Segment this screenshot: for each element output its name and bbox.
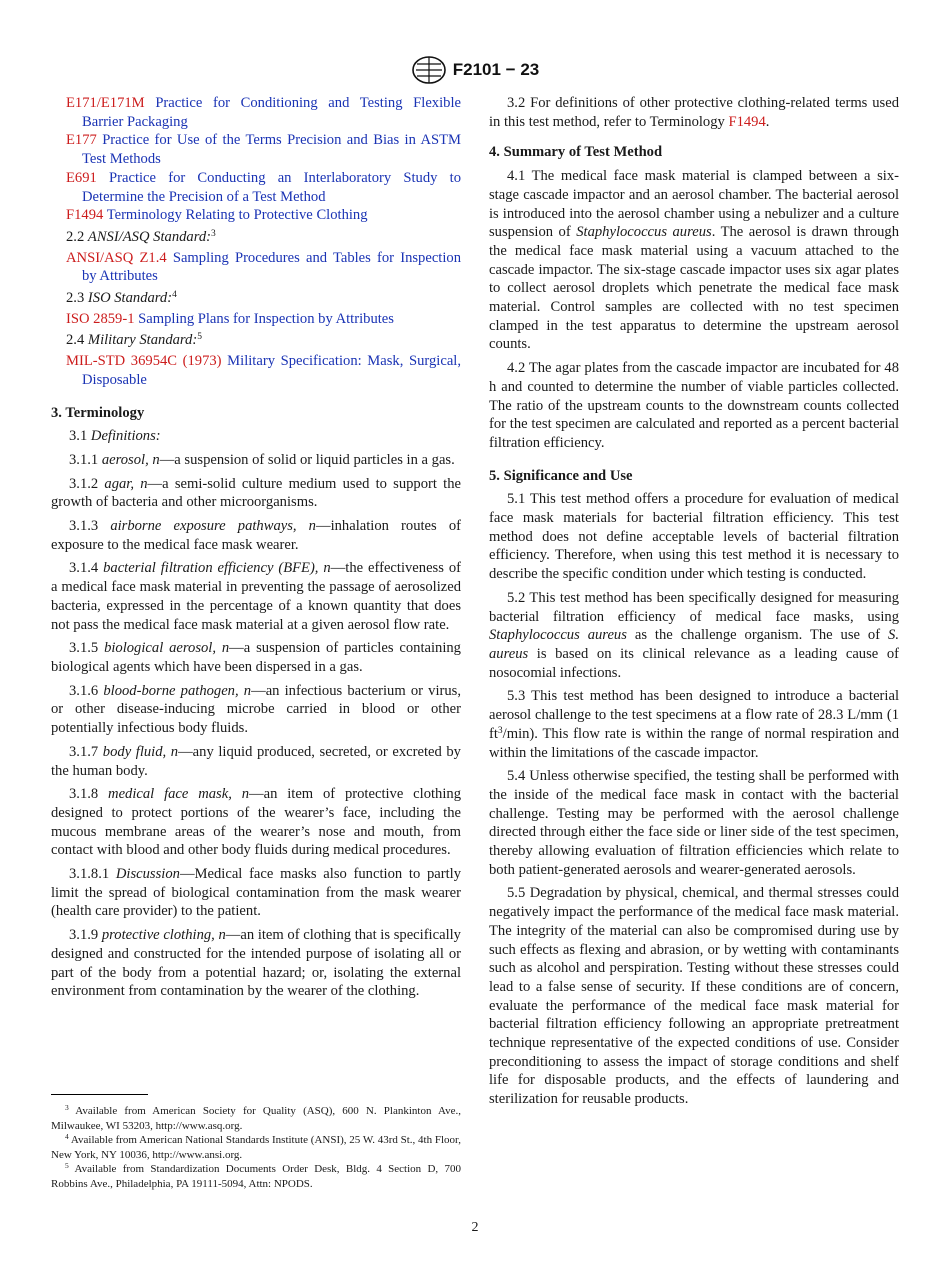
- left-column: [51, 94, 461, 1006]
- paragraph-5-5: 5.5 Degradation by physical, chemical, and thermal stresses could negatively impact the performance of the medical face mask material. The integrity of the material can also be compromised during use by such effects as flexing and abrasion, or by wetting with contaminants such as alcohol and perspiration. Testing without these stresses could lead to a false sense of security. If these conditions are of concern, evaluate the performance of the medical face mask material for bacterial filtration efficiency following an appropriate pretreatment technique representative of the expected conditions of use. Consider preconditioning to assess the impact of storage conditions and shelf life for disposable products, and the effects of laundering and sterilization for reusable products.: [489, 885, 899, 1108]
- paragraph-3-2: 3.2 For definitions of other protective clothing-related terms used in this test method, refer to Terminology F1494.: [489, 95, 899, 130]
- footnote: $^4$ Available from American National Standards Institute (ANSI), 25 W. 43rd St., 4th Floor, New York, NY 10036, http://www.ansi.org.: [51, 1132, 462, 1161]
- definitions-label: 3.1 Definitions:: [69, 428, 161, 445]
- footnote-divider: [51, 1094, 148, 1095]
- reference-item: [51, 310, 461, 329]
- ansi-standard-label: 2.2 ANSI/ASQ Standard:$^3$: [66, 228, 216, 245]
- reference-list: [51, 94, 461, 225]
- reference-code[interactable]: F1494: [66, 207, 104, 224]
- reference-item: [51, 249, 461, 286]
- paragraph-4-2: 4.2 The agar plates from the cascade impactor are incubated for 48 h and counted to determine the number of viable particles collected. The ratio of the upstream counts to the downstream counts collected for the test specimen are calculated and reported as a percent bacterial filtration efficiency.: [489, 360, 899, 451]
- astm-logo-icon: [411, 55, 447, 85]
- paragraph-5-3: 5.3 This test method has been designed to introduce a bacterial aerosol challenge to the test specimens at a flow rate of 28.3 L/mm (1 $ft^3/\min$). This flow rate is within the range of normal respiration and within the limitations of the cascade impactor.: [489, 688, 899, 761]
- reference-code[interactable]: MIL-STD 36954C (1973): [66, 353, 222, 370]
- paragraph-5-1: 5.1 This test method offers a procedure for evaluation of medical face mask materials for bacterial filtration efficiency. This test method does not define acceptable levels of bacterial filtration efficiency. Therefore, when using this test method it is necessary to describe the specific condition under which testing is conducted.: [489, 491, 899, 583]
- reference-item: [51, 169, 461, 206]
- document-designation: F2101 − 23: [452, 60, 540, 79]
- definition-item: 3.1.9 protective clothing, n—an item of clothing that is specifically designed and constructed for the intended purpose of isolating all or part of the body from a potential hazard; or, isolating the external environment from contamination by the wearer of the clothing.: [51, 927, 461, 1000]
- military-standard-label: 2.4 Military Standard:$^5$: [66, 332, 202, 349]
- right-column: [489, 94, 899, 1114]
- page-number: 2: [471, 1220, 479, 1235]
- reference-code[interactable]: ISO 2859-1: [66, 310, 135, 327]
- reference-code[interactable]: E171/E171M: [66, 95, 145, 111]
- section-heading-terminology: 3. Terminology: [51, 404, 145, 421]
- reference-code[interactable]: ANSI/ASQ Z1.4: [66, 249, 167, 266]
- page-header: [0, 55, 950, 85]
- iso-standard-label: 2.3 ISO Standard:$^4$: [66, 290, 177, 307]
- section-heading-significance: 5. Significance and Use: [489, 467, 633, 484]
- reference-code[interactable]: E177: [66, 132, 97, 149]
- paragraph-5-4: 5.4 Unless otherwise specified, the testing shall be performed with the inside of the medical face mask in contact with the bacterial challenge. Testing may be performed with the aerosol challenge directed through either the face side or liner side of the test specimen, thereby allowing evaluation of filtration efficiencies which relate to both patient-generated aerosols and wearer-generated aerosols.: [489, 768, 899, 878]
- definition-item: 3.1.4 bacterial filtration efficiency (BFE), n—the effectiveness of a medical face mask material in preventing the passage of aerosolized bacteria, expressed in the percentage of a known quantity that does not pass the medical face mask material at a given aerosol flow rate.: [51, 560, 461, 633]
- reference-title[interactable]: Military Specification: Mask, Surgical, Disposable: [82, 353, 461, 388]
- reference-item: [51, 94, 461, 131]
- reference-title[interactable]: Practice for Conditioning and Testing Flexible Barrier Packaging: [82, 95, 461, 130]
- reference-title[interactable]: Practice for Conducting an Interlaboratory Study to Determine the Precision of a Test Method: [82, 169, 461, 205]
- definition-item: 3.1.3 airborne exposure pathways, n—inhalation routes of exposure to the medical face mask wearer.: [51, 518, 461, 553]
- definition-item: 3.1.5 biological aerosol, n—a suspension of particles containing biological agents which have been dispersed in a gas.: [51, 640, 461, 675]
- reference-item: [51, 352, 461, 389]
- paragraph-5-2: 5.2 This test method has been specifically designed for measuring bacterial filtration efficiency of medical face masks, using Staphylococcus aureus as the challenge organism. The use of S. aureus is based on its clinical relevance as a leading cause of nosocomial infections.: [489, 589, 899, 681]
- definition-item: 3.1.8 medical face mask, n—an item of protective clothing designed to protect portions of the wearer’s face, including the mucous membrane areas of the wearer’s nose and mouth, from contact with blood and other body fluids during medical procedures.: [51, 786, 461, 859]
- footnote-marker[interactable]: 3: [211, 228, 216, 239]
- definition-item: 3.1.2 agar, n—a semi-solid culture medium used to support the growth of bacteria and other microorganisms.: [51, 475, 461, 511]
- footnote-marker[interactable]: 5: [197, 332, 202, 343]
- footnote: $^5$ Available from Standardization Documents Order Desk, Bldg. 4 Section D, 700 Robbins Ave., Philadelphia, PA 19111-5094, Attn: NPODS.: [51, 1161, 461, 1190]
- definition-item: 3.1.6 blood-borne pathogen, n—an infectious bacterium or virus, or other disease-inducing microbe carried in blood or other potentially infectious body fluids.: [51, 682, 461, 737]
- reference-title[interactable]: Sampling Procedures and Tables for Inspection by Attributes: [82, 249, 461, 285]
- reference-title[interactable]: Sampling Plans for Inspection by Attributes: [138, 310, 394, 327]
- reference-code[interactable]: E691: [66, 169, 97, 186]
- footnote: $^3$ Available from American Society for Quality (ASQ), 600 N. Plankinton Ave., Milwaukee, WI 53203, http://www.asq.org.: [51, 1103, 461, 1132]
- reference-item: [51, 131, 461, 168]
- reference-link[interactable]: F1494: [728, 113, 766, 130]
- definition-item: 3.1.7 body fluid, n—any liquid produced, secreted, or excreted by the human body.: [51, 743, 461, 779]
- definition-discussion: 3.1.8.1 Discussion—Medical face masks also function to partly limit the spread of biological contamination from the mask wearer (health care provider) to the patient.: [51, 866, 462, 920]
- paragraph-4-1: 4.1 The medical face mask material is clamped between a six-stage cascade impactor and an aerosol chamber. The bacterial aerosol is introduced into the aerosol chamber using a nebulizer and a culture suspension of Staphylococcus aureus. The aerosol is drawn through the medical face mask material using a vacuum attached to the cascade impactor. The six-stage cascade impactor uses six agar plates to collect aerosol droplets which penetrate the medical face mask material. Control samples are collected with no test specimen clamped in the test apparatus to determine the upstream aerosol counts.: [489, 168, 899, 353]
- definition-item: 3.1.1 aerosol, n—a suspension of solid or liquid particles in a gas.: [69, 451, 455, 468]
- footnote-marker[interactable]: 4: [172, 290, 177, 301]
- reference-title[interactable]: Terminology Relating to Protective Clothing: [106, 207, 368, 224]
- reference-item: [51, 206, 461, 225]
- reference-title[interactable]: Practice for Use of the Terms Precision and Bias in ASTM Test Methods: [82, 132, 461, 168]
- section-heading-summary: 4. Summary of Test Method: [489, 144, 663, 161]
- footnotes: [51, 1104, 461, 1191]
